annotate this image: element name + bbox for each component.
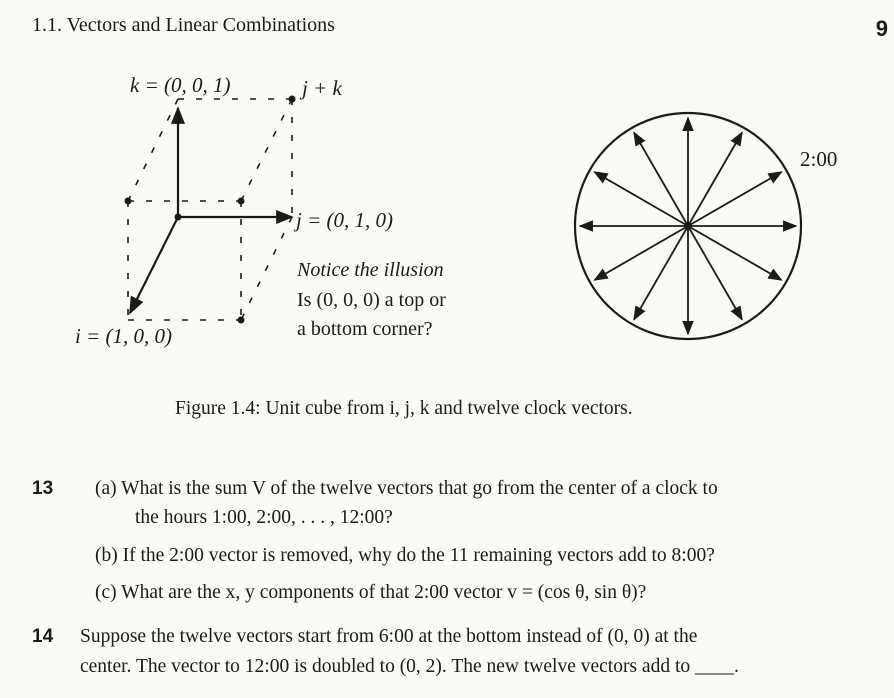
section-header: 1.1. Vectors and Linear Combinations: [32, 14, 335, 36]
note-line-2: Is (0, 0, 0) a top or: [297, 289, 446, 311]
clock-vector-5: [688, 226, 742, 320]
cube-dashed-edges: [128, 99, 292, 320]
clock-vector-4: [688, 226, 782, 280]
cube-vertex-top-front: [125, 198, 132, 205]
note-line-1: Notice the illusion: [297, 259, 444, 281]
clock-center: [684, 222, 692, 230]
problem-13c: (c) What are the x, y components of that 2:00 vector v = (cos θ, sin θ)?: [95, 582, 647, 603]
label-j: j = (0, 1, 0): [296, 208, 393, 232]
clock-diagram: [575, 113, 837, 339]
unit-cube-diagram: [125, 96, 296, 324]
problem-13a-line-1: (a) What is the sum V of the twelve vectors that go from the center of a clock to: [95, 478, 718, 499]
i-axis-arrow: [130, 217, 178, 313]
problem-13-number: 13: [32, 478, 54, 499]
label-2-00: 2:00: [800, 147, 838, 171]
note-line-3: a bottom corner?: [297, 318, 433, 340]
clock-vector-7: [634, 226, 688, 320]
problem-14-line-2: center. The vector to 12:00 is doubled to (0, 2). The new twelve vectors add to ____.: [80, 656, 739, 677]
label-k: k = (0, 0, 1): [130, 73, 231, 97]
problem-13b: (b) If the 2:00 vector is removed, why do the 11 remaining vectors add to 8:00?: [95, 545, 715, 566]
label-j-plus-k: j + k: [302, 76, 342, 100]
cube-vertex-top-front-right: [238, 198, 245, 205]
page-number: 9: [875, 16, 888, 41]
clock-vector-8: [595, 226, 689, 280]
problem-14-line-1: Suppose the twelve vectors start from 6:00 at the bottom instead of (0, 0) at the: [80, 626, 698, 647]
label-i: i = (1, 0, 0): [75, 324, 172, 348]
clock-vector-10: [595, 172, 689, 226]
figure-caption: Figure 1.4: Unit cube from i, j, k and twelve clock vectors.: [175, 398, 633, 419]
cube-vertex-origin: [175, 214, 182, 221]
clock-vector-2: [688, 172, 782, 226]
clock-vector-1: [688, 133, 742, 227]
problem-14-number: 14: [32, 626, 54, 647]
problem-13a-line-2: the hours 1:00, 2:00, . . . , 12:00?: [135, 507, 393, 528]
cube-vertex-j-plus-k: [289, 96, 296, 103]
clock-vector-11: [634, 133, 688, 227]
cube-vertex-bottom-right: [238, 317, 245, 324]
cube-labels: [75, 73, 446, 348]
